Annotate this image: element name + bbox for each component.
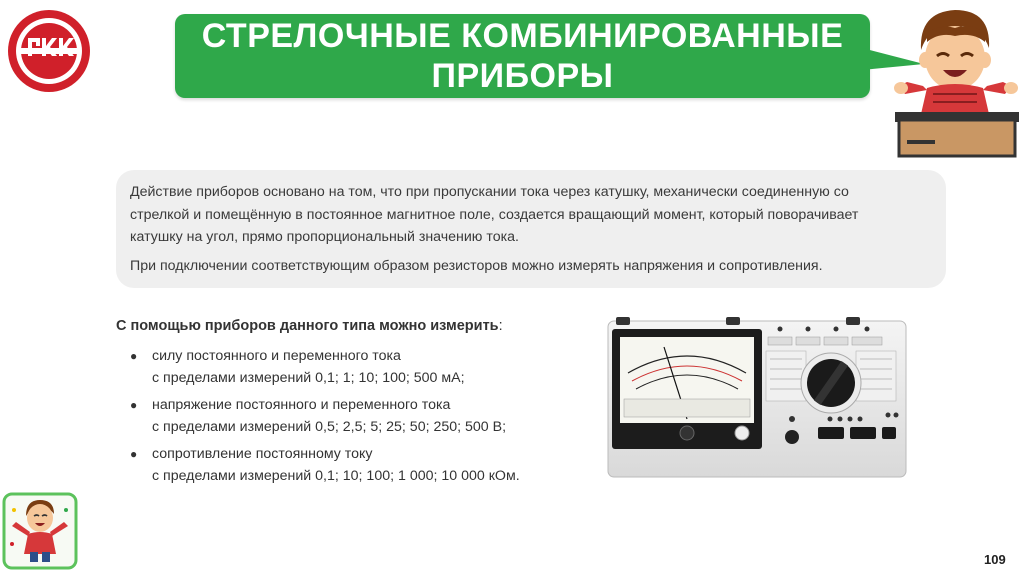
- bullet-icon: ●: [130, 398, 138, 412]
- title-line-1: СТРЕЛОЧНЫЕ КОМБИНИРОВАННЫЕ: [201, 17, 844, 55]
- description-paragraph-1: Действие приборов основано на том, что при пропускании тока через катушку, механически соединенную со стрелкой и помещённую в постоянное магнитное поле, создается вращающий момент, который поворачивает катушку на угол, прямо пропорциональный значению тока.: [130, 184, 859, 245]
- list-item-line-1: силу постоянного и переменного тока: [152, 348, 401, 364]
- list-item-line-2: с пределами измерений 0,1; 1; 10; 100; 500 мА;: [152, 370, 465, 386]
- page-number: 109: [984, 552, 1006, 567]
- list-heading-colon: :: [498, 318, 503, 334]
- list-item-line-1: напряжение постоянного и переменного тока: [152, 397, 451, 413]
- multimeter-image: [606, 315, 908, 479]
- list-heading-bold: С помощью приборов данного типа можно измерить: [116, 318, 499, 334]
- page-title: [175, 14, 870, 98]
- list-item-line-2: с пределами измерений 0,5; 2,5; 5; 25; 50; 250; 500 В;: [152, 419, 507, 435]
- list-item-line-1: сопротивление постоянному току: [152, 446, 373, 462]
- description-box: [116, 170, 946, 288]
- kid-icon: [2, 492, 78, 570]
- list-heading: [116, 318, 503, 334]
- bullet-icon: ●: [130, 447, 138, 461]
- title-line-2: ПРИБОРЫ: [431, 57, 614, 95]
- bullet-icon: ●: [130, 349, 138, 363]
- list-item-line-2: с пределами измерений 0,1; 10; 100; 1 000; 10 000 кОм.: [152, 468, 520, 484]
- description-paragraph-2: При подключении соответствующим образом резисторов можно измерять напряжения и сопротивления.: [130, 258, 823, 274]
- logo-icon: [6, 8, 92, 94]
- teacher-icon: [893, 2, 1021, 158]
